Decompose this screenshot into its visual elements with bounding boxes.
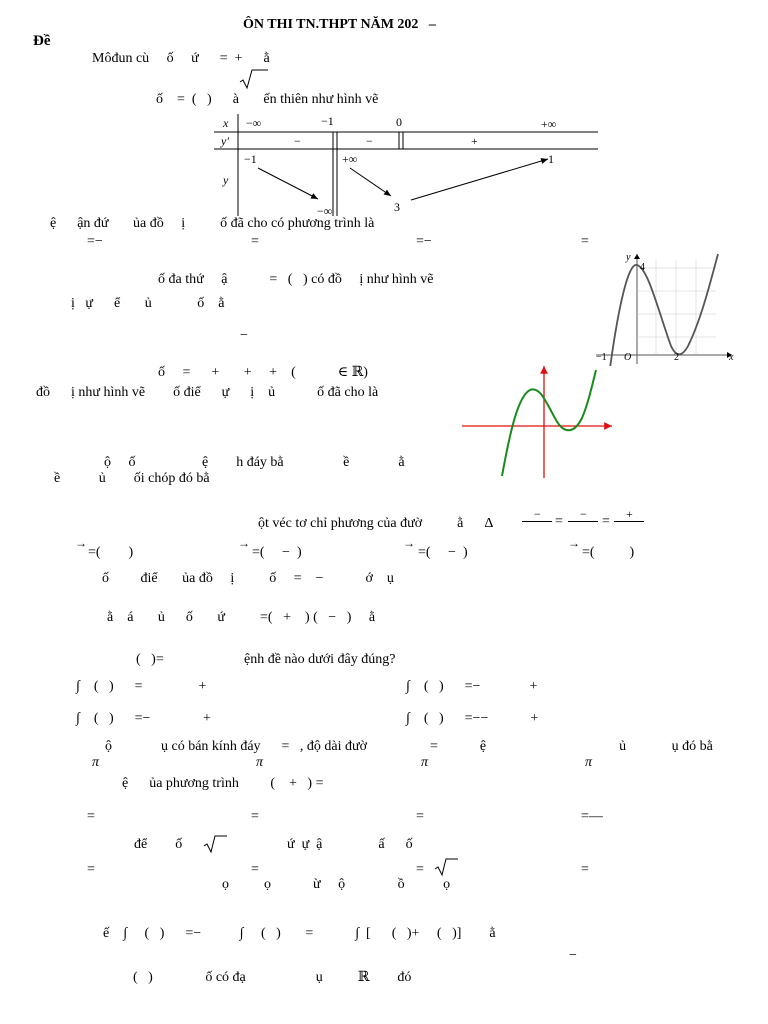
derivative-sign: + xyxy=(471,134,478,148)
y-value: −∞ xyxy=(317,204,333,218)
option-b: = xyxy=(251,862,259,877)
question-5-ask: ề ủ ối chóp đó bằ xyxy=(54,471,210,486)
y-value: +∞ xyxy=(342,152,358,166)
page-title: ÔN THI TN.THPT NĂM 202 – xyxy=(243,17,436,32)
table-yprime-label: y′ xyxy=(221,134,229,148)
vector-arrow: → xyxy=(568,536,580,550)
option-c: π xyxy=(421,755,429,770)
graph1-origin: O xyxy=(624,352,632,363)
sqrt-sign xyxy=(203,834,227,854)
graph1-tick: −1 xyxy=(596,352,607,363)
option-d: ∫ ( ) =−− + xyxy=(406,711,539,726)
question-2-text: ố = ( ) à ến thiên như hình vẽ xyxy=(156,92,379,107)
option-b: = xyxy=(251,809,259,824)
variation-table xyxy=(214,112,598,218)
fraction-numerator: + xyxy=(626,507,633,521)
question-12-text: để ố xyxy=(134,837,183,852)
question-4-ask: đồ ị như hình vẽ ố điể ự ị ủ ố đã cho là xyxy=(36,385,379,400)
graph1-x-label: x xyxy=(729,352,734,363)
fraction-numerator: − xyxy=(580,507,587,521)
question-9-text: ệnh đề nào dưới đây đúng? xyxy=(244,652,396,667)
question-12-text-cont: ứ ự ậ ấ ố xyxy=(287,837,413,852)
question-11-text: ệ ủa phương trình ( + ) = xyxy=(122,776,324,791)
option-a: π xyxy=(92,755,100,770)
x-value: 0 xyxy=(396,115,402,129)
question-3-text: ố đa thứ ậ = ( ) có đồ ị như hình vẽ xyxy=(158,272,434,287)
question-3-ask: ị ự ể ủ ố ằ xyxy=(71,296,225,311)
y-value: −1 xyxy=(244,152,257,166)
question-12-answer-hint: ọ ọ ừ ộ ồ ọ xyxy=(222,877,451,892)
question-8-text: ằ á ủ ố ứ =( + ) ( − ) ằ xyxy=(107,610,376,625)
sqrt-sign xyxy=(434,857,458,877)
option-d: π xyxy=(585,755,593,770)
option-b: = xyxy=(251,234,259,249)
option-c: = xyxy=(416,809,424,824)
fraction-numerator: − xyxy=(534,507,541,521)
graph1-y-label: y xyxy=(626,252,631,263)
question-9-function: ( )= xyxy=(136,652,164,667)
function-graph-2 xyxy=(460,362,616,480)
option-c: − xyxy=(240,328,248,343)
question-7-text: ố điể ủa đồ ị ố = − ớ ụ xyxy=(102,571,394,586)
x-value: −1 xyxy=(321,114,334,128)
option-c: =− xyxy=(416,234,432,249)
vector-arrow: → xyxy=(75,536,87,550)
option-a: = xyxy=(87,862,95,877)
question-14-text: ( ) ố có đạ ụ ℝ đó xyxy=(133,970,412,985)
question-5-text: ộ ố ệ h đáy bằ ề ằ xyxy=(104,455,405,470)
option-a: =( ) xyxy=(88,545,134,560)
option-a: =− xyxy=(87,234,103,249)
option-a: ∫ ( ) = + xyxy=(76,679,207,694)
option-b: =( − ) xyxy=(252,545,302,560)
option-d: − xyxy=(569,948,577,963)
question-4-text: ố = + + + ( ∈ ℝ) xyxy=(158,365,368,380)
question-1-text: Môđun cù ố ứ = + ằ xyxy=(92,51,270,66)
derivative-sign: − xyxy=(366,134,373,148)
graph1-tick: 4 xyxy=(640,262,645,273)
option-b: ∫ ( ) =− + xyxy=(406,679,538,694)
question-2-ask: ệ ận đứ ủa đồ ị ố đã cho có phương trình là xyxy=(50,216,375,231)
question-10-text: ộ ụ có bán kính đáy = , độ dài đườ = ệ ủ ụ đó bằ xyxy=(105,739,713,754)
x-value: −∞ xyxy=(246,116,262,130)
option-c: =( − ) xyxy=(418,545,468,560)
option-a: = xyxy=(87,809,95,824)
option-d: =( ) xyxy=(582,545,635,560)
table-y-label: y xyxy=(223,173,229,187)
x-value: +∞ xyxy=(541,117,557,131)
vector-arrow: → xyxy=(238,536,250,550)
line-equation-fractions: − = − = + xyxy=(522,508,646,532)
option-c: = xyxy=(416,862,424,877)
option-b: π xyxy=(256,755,264,770)
option-d: = xyxy=(581,234,589,249)
derivative-sign: − xyxy=(294,134,301,148)
vector-arrow: → xyxy=(403,536,415,550)
table-x-label: x xyxy=(223,116,229,130)
sqrt-sign xyxy=(238,68,268,88)
y-value: 3 xyxy=(394,200,400,214)
graph1-tick: 2 xyxy=(674,352,679,363)
y-value: 1 xyxy=(548,152,554,166)
question-13-text: ế ∫ ( ) =− ∫ ( ) = ∫ [ ( )+ ( )] ằ xyxy=(103,926,496,941)
option-d: = xyxy=(581,862,589,877)
option-d: =— xyxy=(581,809,603,824)
option-c: ∫ ( ) =− + xyxy=(76,711,211,726)
function-graph-1 xyxy=(596,250,738,366)
question-6-text: ột véc tơ chỉ phương của đườ ằ Δ xyxy=(258,516,494,531)
exam-code-label: Đề xyxy=(33,33,51,49)
